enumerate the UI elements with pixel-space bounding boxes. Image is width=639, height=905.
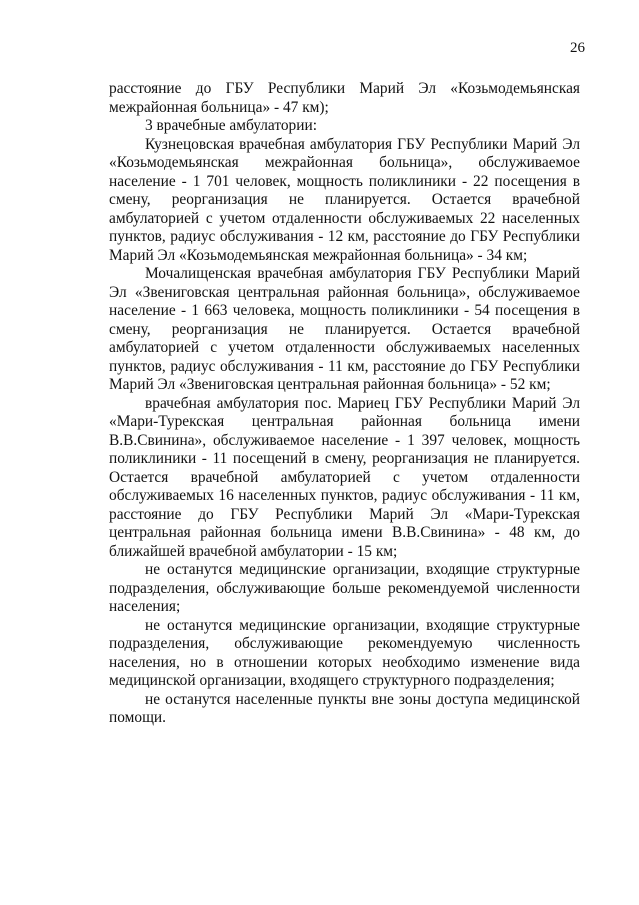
paragraph: Мочалищенская врачебная амбулатория ГБУ Республики Марий Эл «Звениговская центральная районная больница», обслуживаемое население - 1 663 человека, мощность поликлиники - 54 посещения в смену, реорганизация не планируется. Остается врачебной амбулаторией с учетом отдаленности обслуживаемых населенных пунктов, радиус обслуживания - 11 км, расстояние до ГБУ Республики Марий Эл «Звениговская центральная районная больница» - 52 км; (109, 265, 580, 393)
paragraph: расстояние до ГБУ Республики Марий Эл «Козьмодемьянская межрайонная больница» - 47 км); (109, 80, 580, 116)
paragraph: не останутся медицинские организации, входящие структурные подразделения, обслуживающие больше рекомендуемой численности населения; (109, 561, 580, 615)
paragraph: 3 врачебные амбулатории: (145, 117, 317, 134)
document-body (109, 80, 580, 728)
paragraph: врачебная амбулатория пос. Мариец ГБУ Республики Марий Эл «Мари-Турекская центральная районная больница имени В.В.Свинина», обслуживаемое население - 1 397 человек, мощность поликлиники - 11 посещений в смену, реорганизация не планируется. Остается врачебной амбулаторией с учетом отдаленности обслуживаемых 16 населенных пунктов, радиус обслуживания - 11 км, расстояние до ГБУ Республики Марий Эл «Мари-Турекская центральная районная больница имени В.В.Свинина» - 48 км, до ближайшей врачебной амбулатории - 15 км; (109, 394, 580, 560)
paragraph: не останутся медицинские организации, входящие структурные подразделения, обслуживающие рекомендуемую численность населения, но в отношении которых необходимо изменение вида медицинской организации, входящего структурного подразделения; (109, 616, 580, 689)
page-number: 26 (570, 40, 585, 56)
paragraph: не останутся населенные пункты вне зоны доступа медицинской помощи. (109, 690, 580, 726)
paragraph: Кузнецовская врачебная амбулатория ГБУ Республики Марий Эл «Козьмодемьянская межрайонная больница», обслуживаемое население - 1 701 человек, мощность поликлиники - 22 посещения в смену, реорганизация не планируется. Остается врачебной амбулаторией с учетом отдаленности обслуживаемых 22 населенных пунктов, радиус обслуживания - 12 км, расстояние до ГБУ Республики Марий Эл «Козьмодемьянская межрайонная больница» - 34 км; (109, 135, 580, 264)
